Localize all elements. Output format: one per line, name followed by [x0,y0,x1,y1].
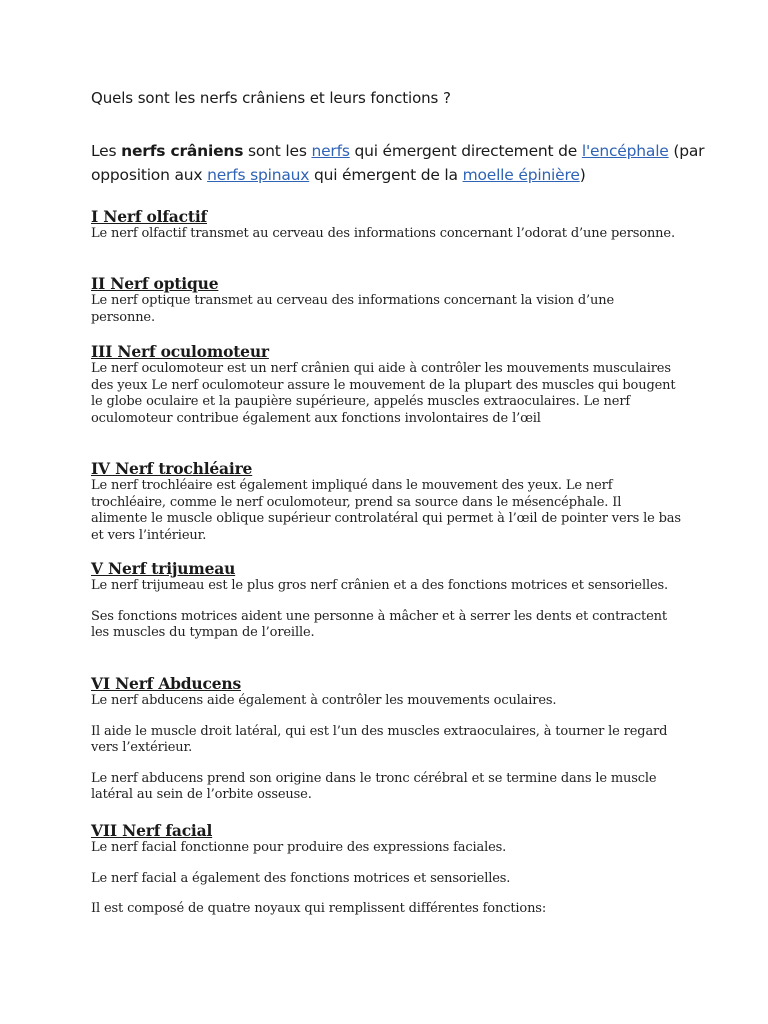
section-paragraph: Le nerf facial a également des fonctions motrices et sensorielles. [91,870,511,886]
link-moelle-epiniere[interactable]: moelle épinière [462,166,580,184]
link-nerfs-spinaux[interactable]: nerfs spinaux [207,166,310,184]
section-heading: I Nerf olfactif [91,207,207,226]
section-paragraph: Le nerf trijumeau est le plus gros nerf crânien et a des fonctions motrices et sensorielles. [91,578,669,593]
section-paragraph: Le nerf trochléaire est également impliqué dans le mouvement des yeux. Le nerf trochléaire, comme le nerf oculomoteur, prend sa source dans le mésencéphale. Il alimente le muscle oblique supérieur controlatéral qui permet à l’œil de pointer vers le bas et vers l’intérieur. [91,478,681,543]
page-question-title: Quels sont les nerfs crâniens et leurs fonctions ? [91,89,451,107]
link-nerfs[interactable]: nerfs [311,142,350,160]
section-paragraph: Le nerf facial fonctionne pour produire des expressions faciales. [91,840,507,855]
section-paragraph: Le nerf abducens aide également à contrôler les mouvements oculaires. [91,693,557,708]
link-encephale[interactable]: l'encéphale [581,142,669,160]
section-heading: VII Nerf facial [91,821,213,840]
intro-text: ) [579,166,586,184]
section-paragraph: Le nerf optique transmet au cerveau des informations concernant la vision d’une personne. [91,293,615,325]
section-paragraph: Il aide le muscle droit latéral, qui est l’un des muscles extraoculaires, à tourner le regard vers l’extérieur. [91,723,668,756]
nerve-section-trijumeau [91,559,681,656]
nerve-section-optique [91,274,681,340]
section-paragraph: Ses fonctions motrices aident une personne à mâcher et à serrer les dents et contractent les muscles du tympan de l’oreille. [91,608,667,641]
section-paragraph: Le nerf olfactif transmet au cerveau des informations concernant l’odorat d’une personne. [91,226,675,241]
intro-paragraph [91,139,731,187]
section-paragraph: Le nerf oculomoteur est un nerf crânien qui aide à contrôler les mouvements musculaires des yeux Le nerf oculomoteur assure le mouvement de la plupart des muscles qui bougent le globe oculaire et la paupière supérieure, appelés muscles extraoculaires. Le nerf oculomoteur contribue également aux fonctions involontaires de l’œil [91,361,676,426]
section-heading: II Nerf optique [91,274,219,293]
section-heading: V Nerf trijumeau [91,559,236,578]
intro-text: qui émergent directement de [349,142,582,160]
section-heading: IV Nerf trochléaire [91,459,253,478]
intro-text: (par opposition aux [91,142,705,184]
nerve-section-oculomoteur [91,342,681,441]
intro-text: qui émergent de la [309,166,463,184]
nerve-section-olfactif [91,207,681,257]
nerve-section-abducens [91,674,681,818]
section-paragraph: Le nerf abducens prend son origine dans le tronc cérébral et se termine dans le muscle latéral au sein de l’orbite osseuse. [91,770,657,803]
nerve-section-facial [91,821,681,932]
nerve-section-trochleaire [91,459,681,558]
intro-text: sont les [243,142,312,160]
section-heading: VI Nerf Abducens [91,674,241,693]
section-heading: III Nerf oculomoteur [91,342,269,361]
section-paragraph: Il est composé de quatre noyaux qui remplissent différentes fonctions: [91,901,547,917]
intro-text: Les [91,142,122,160]
intro-bold-term: nerfs crâniens [121,142,244,160]
